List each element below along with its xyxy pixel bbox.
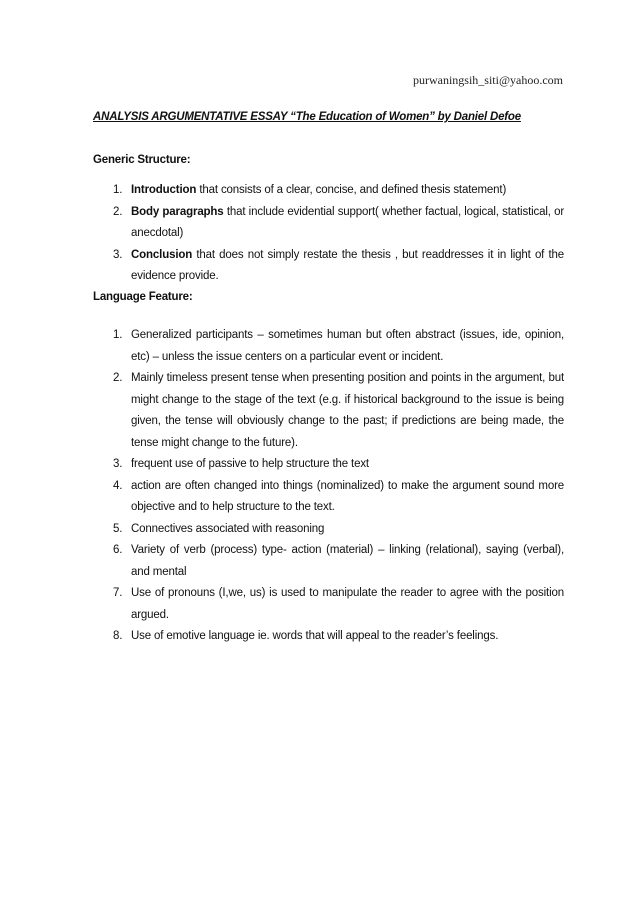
- list-item: [93, 583, 564, 626]
- generic-structure-list: [93, 180, 564, 288]
- list-item-text: frequent use of passive to help structure the text: [131, 458, 369, 470]
- list-item-number: 8.: [113, 630, 123, 642]
- list-item-text: Generalized participants – sometimes human but often abstract (issues, ide, opinion, etc) – unless the issue centers on a particular event or incident.: [131, 329, 564, 363]
- list-item-text: Mainly timeless present tense when presenting position and points in the argument, but might change to the stage of the text (e.g. if historical background to the issue is being given, the tense will obviously change to the past; if predictions are being made, the tense might change to the future).: [131, 372, 564, 449]
- document-title: ANALYSIS ARGUMENTATIVE ESSAY “The Education of Women” by Daniel Defoe: [93, 111, 521, 123]
- list-item-term: Body paragraphs: [131, 205, 224, 218]
- list-item: [93, 245, 564, 288]
- list-item-number: 2.: [113, 372, 123, 384]
- list-item: [93, 180, 564, 202]
- list-item: [93, 202, 564, 245]
- list-item-text: Connectives associated with reasoning: [131, 522, 325, 535]
- list-item-text: action are often changed into things (nominalized) to make the argument sound more objective and to help structure to the text.: [131, 479, 564, 513]
- list-item-number: 5.: [113, 522, 123, 535]
- list-item: [93, 454, 564, 476]
- list-item-text: Use of emotive language ie. words that will appeal to the reader’s feelings.: [131, 630, 499, 642]
- language-feature-heading: Language Feature:: [93, 291, 193, 303]
- list-item: [93, 325, 564, 368]
- list-item-number: 4.: [113, 479, 123, 492]
- list-item-text: that does not simply restate the thesis , but readdresses it in light of the evidence provide.: [131, 248, 564, 282]
- list-item-text: that include evidential support( whether factual, logical, statistical, or anecdotal): [131, 205, 565, 239]
- list-item-term: Conclusion: [131, 248, 193, 261]
- list-item-number: 2.: [113, 205, 123, 218]
- generic-structure-heading: Generic Structure:: [93, 154, 191, 166]
- list-item-number: 1.: [113, 184, 123, 196]
- list-item-number: 1.: [113, 329, 123, 341]
- list-item-text: that consists of a clear, concise, and defined thesis statement): [196, 184, 507, 196]
- list-item-number: 3.: [113, 458, 123, 470]
- list-item: [93, 626, 564, 648]
- list-item: [93, 519, 564, 541]
- list-item-term: Introduction: [131, 184, 197, 196]
- list-item: [93, 368, 564, 454]
- language-feature-list: [93, 325, 564, 648]
- list-item-number: 7.: [113, 587, 123, 599]
- list-item-text: Variety of verb (process) type- action (material) – linking (relational), saying (verbal), and mental: [131, 544, 564, 578]
- list-item-text: Use of pronouns (I,we, us) is used to manipulate the reader to agree with the position argued.: [131, 587, 564, 621]
- list-item-number: 6.: [113, 544, 123, 556]
- author-email: purwaningsih_siti@yahoo.com: [412, 73, 563, 87]
- list-item: [93, 540, 564, 583]
- list-item: [93, 476, 564, 519]
- list-item-number: 3.: [113, 248, 123, 261]
